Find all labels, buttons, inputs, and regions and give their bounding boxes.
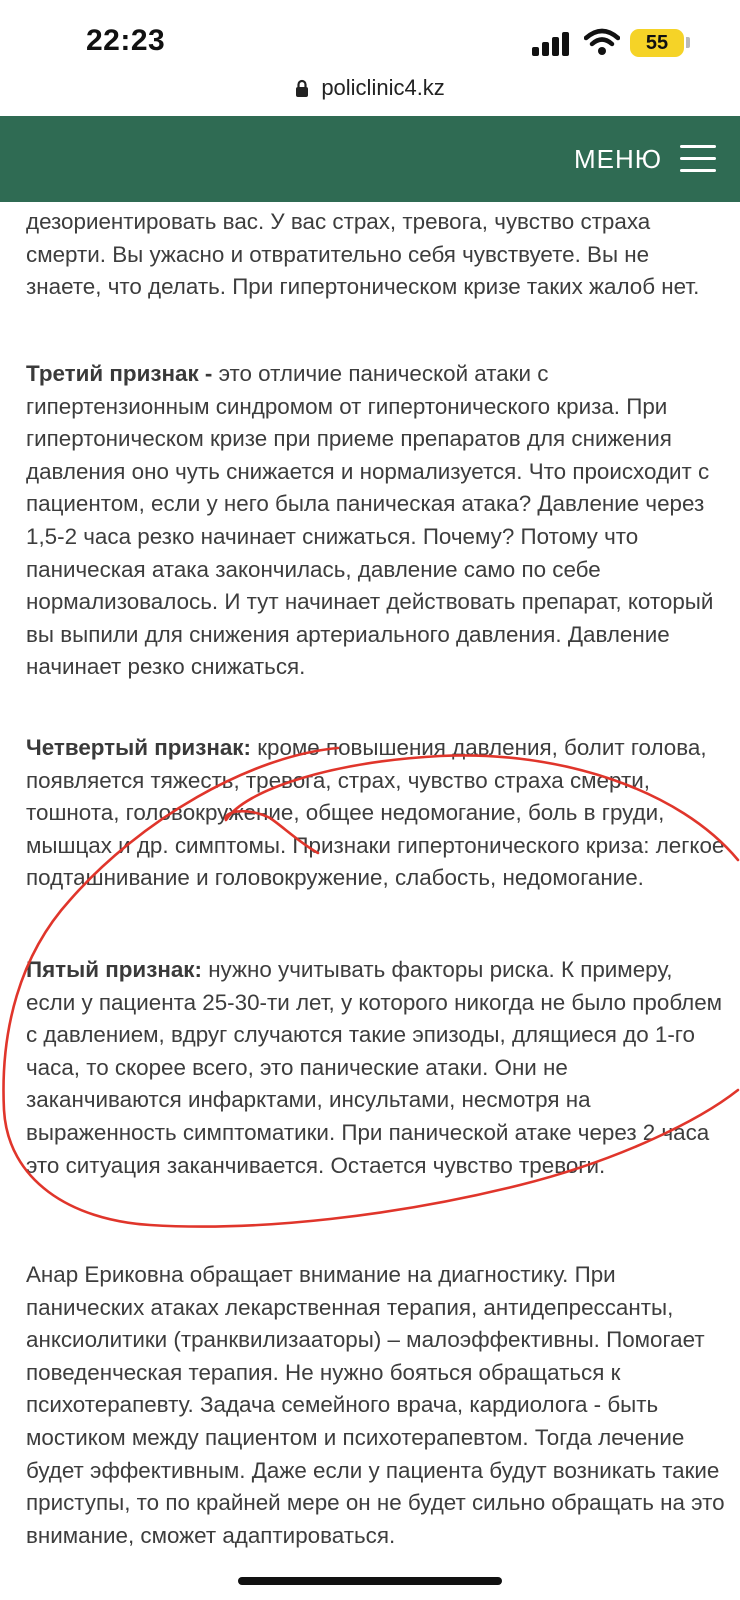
site-header — [0, 116, 740, 202]
menu-button[interactable] — [574, 138, 716, 180]
home-indicator — [238, 1577, 502, 1585]
battery-tip — [686, 37, 690, 48]
paragraph-text: нужно учитывать факторы риска. К примеру, если у пациента 25-30-ти лет, у которого никогда не было проблем с давлением, вдруг случаются такие эпизоды, длящиеся до 1-го часа, то скорее всего, это панические атаки. Они не заканчиваются инфарктами, инсультами, несмотря на выраженность симптоматики. При панической атаке через 2 часа это ситуация заканчивается. Остается чувство тревоги. — [26, 957, 723, 1178]
article-paragraph — [26, 732, 726, 895]
battery-indicator: 55 — [630, 29, 684, 57]
article-paragraph — [26, 206, 726, 304]
address-bar[interactable] — [0, 74, 740, 114]
article-paragraph — [26, 954, 726, 1182]
sign-title: Третий признак - — [26, 361, 213, 386]
hamburger-icon — [680, 145, 716, 173]
status-time: 22:23 — [86, 24, 166, 57]
paragraph-text: Анар Ериковна обращает внимание на диагностику. При панических атаках лекарственная терапия, антидепрессанты, анксиолитики (транквилизааторы) – малоэффективны. Помогает поведенческая терапия. Не нужно бояться обращаться к психотерапевту. Задача семейного врача, кардиолога - быть мостиком между пациентом и психотерапевтом. Тогда лечение будет эффективным. Даже если у пациента будут возникать такие приступы, то по крайней мере он не будет сильно обращать на это внимание, сможет адаптироваться. — [26, 1262, 725, 1548]
wifi-icon — [584, 28, 620, 56]
cellular-signal-icon — [532, 32, 572, 56]
menu-label: МЕНЮ — [573, 143, 662, 174]
url-text: policlinic4.kz — [321, 75, 445, 101]
paragraph-text: кроме повышения давления, болит голова, появляется тяжесть, тревога, страх, чувство страха смерти, тошнота, головокружение, общее недомогание, боль в груди, мышцах и др. симптомы. Признаки гипертонического криза: легкое подташнивание и головокружение, слабость, недомогание. — [26, 735, 725, 891]
paragraph-text: это отличие панической атаки с гипертензионным синдромом от гипертонического криза. При гипертоническом кризе при приеме препаратов для снижения давления оно чуть снижается и нормализуется. Что происходит с пациентом, если у него была паническая атака? Давление через 1,5-2 часа резко начинает снижаться. Почему? Потому что паническая атака закончилась, давление само по себе нормализовалось. И тут начинает действовать препарат, который вы выпили для снижения артериального давления. Давление начинает резко снижаться. — [26, 361, 714, 680]
lock-icon — [295, 79, 309, 97]
article-paragraph — [26, 358, 726, 684]
article-paragraph — [26, 1259, 726, 1552]
sign-title: Пятый признак: — [26, 957, 202, 982]
sign-title: Четвертый признак: — [26, 735, 251, 760]
paragraph-text: дезориентировать вас. У вас страх, тревога, чувство страха смерти. Вы ужасно и отвратительно себя чувствуете. Вы не знаете, что делать. При гипертоническом кризе таких жалоб нет. — [26, 209, 700, 300]
